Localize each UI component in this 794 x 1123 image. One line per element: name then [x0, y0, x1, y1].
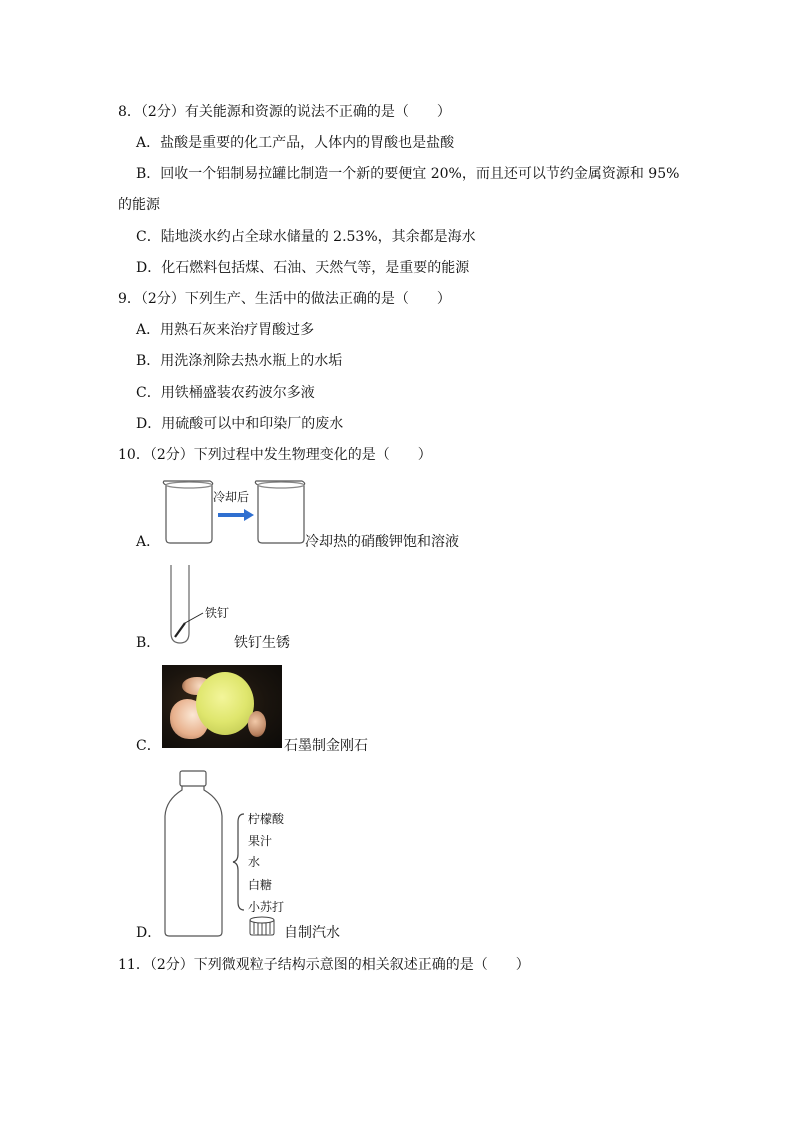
- question-10-stem: 10．（2分）下列过程中发生物理变化的是（ ）: [118, 447, 432, 463]
- bottle-icon: [165, 771, 222, 936]
- ingredient-item: 白糖: [248, 878, 273, 892]
- q9-option-a: A．用熟石灰来治疗胃酸过多: [136, 322, 315, 338]
- question-8-stem: 8．（2分）有关能源和资源的说法不正确的是（ ）: [118, 104, 451, 120]
- ingredient-item: 果汁: [248, 834, 273, 848]
- q9-option-c: C．用铁桶盛装农药波尔多液: [136, 385, 315, 401]
- bottle-figure: [160, 768, 280, 940]
- beaker-right-icon: [255, 481, 304, 543]
- arrow-icon: [218, 509, 254, 521]
- q8-option-c: C．陆地淡水约占全球水储量的 2.53%，其余都是海水: [136, 229, 476, 245]
- q10-option-a-caption: 冷却热的硝酸钾饱和溶液: [305, 534, 459, 550]
- q10-option-a-letter: A．: [136, 534, 161, 550]
- test-tube-nail-figure: [165, 563, 215, 645]
- q10-option-c-caption: 石墨制金刚石: [284, 738, 368, 754]
- cooling-label: 冷却后: [213, 490, 250, 504]
- brace-icon: [233, 814, 244, 910]
- q10-option-d-letter: D．: [136, 925, 162, 941]
- q10-option-b-letter: B．: [136, 635, 161, 651]
- ingredient-item: 小苏打: [248, 900, 285, 914]
- ingredient-item: 水: [248, 855, 261, 869]
- nail-label: 铁钉: [205, 606, 230, 620]
- ingredient-item: 柠檬酸: [248, 812, 285, 826]
- bottle-cap-icon: [250, 917, 274, 935]
- q8-option-b: B．回收一个铝制易拉罐比制造一个新的要便宜 20%，而且还可以节约金属资源和 95%: [136, 166, 680, 182]
- beaker-cooling-figure: [160, 477, 310, 547]
- question-9-stem: 9．（2分）下列生产、生活中的做法正确的是（ ）: [118, 291, 451, 307]
- q10-option-b-caption: 铁钉生锈: [234, 635, 290, 651]
- q10-option-d-caption: 自制汽水: [284, 925, 340, 941]
- graphite-diamond-photo: [162, 665, 282, 748]
- beaker-left-icon: [163, 481, 212, 543]
- q8-option-d: D．化石燃料包括煤、石油、天然气等，是重要的能源: [136, 260, 470, 276]
- q9-option-b: B．用洗涤剂除去热水瓶上的水垢: [136, 353, 343, 369]
- q10-option-c-letter: C．: [136, 738, 161, 754]
- q8-option-b-continued: 的能源: [118, 197, 160, 213]
- q9-option-d: D．用硫酸可以中和印染厂的废水: [136, 416, 344, 432]
- question-11-stem: 11．（2分）下列微观粒子结构示意图的相关叙述正确的是（ ）: [118, 957, 530, 973]
- q8-option-a: A．盐酸是重要的化工产品，人体内的胃酸也是盐酸: [136, 135, 455, 151]
